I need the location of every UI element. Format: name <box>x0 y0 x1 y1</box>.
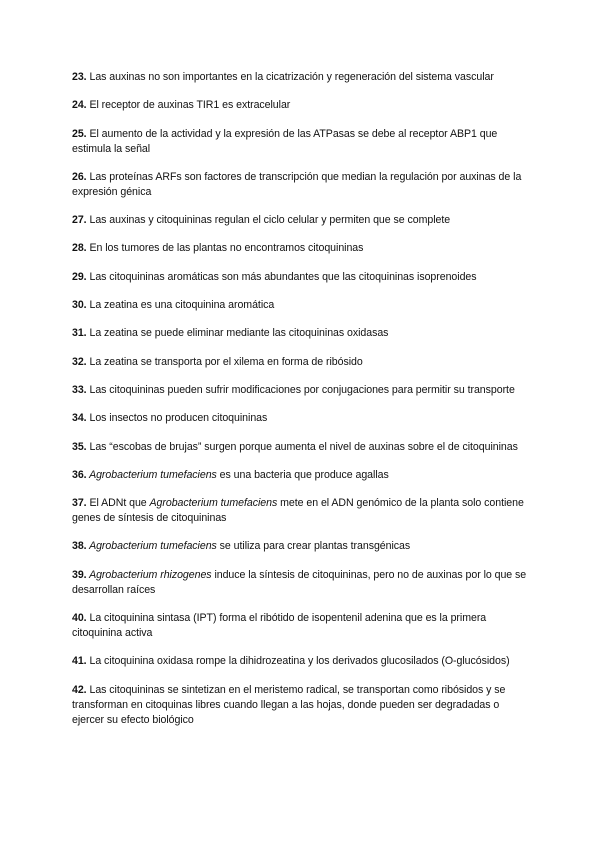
question-number: 29. <box>72 270 87 283</box>
question-text: se utiliza para crear plantas transgénicas <box>216 540 411 553</box>
question-number: 25. <box>72 127 87 140</box>
question-number: 37. <box>72 497 87 510</box>
question-text: En los tumores de las plantas no encontramos citoquininas <box>86 242 364 255</box>
question-text: Las auxinas y citoquininas regulan el ciclo celular y permiten que se complete <box>86 214 451 227</box>
species-name: Agrobacterium tumefaciens <box>86 468 217 481</box>
question-number: 42. <box>72 683 87 696</box>
question-26 <box>72 170 532 200</box>
question-30 <box>72 298 532 313</box>
species-name: Agrobacterium tumefaciens <box>86 540 217 553</box>
question-text: Las citoquininas aromáticas son más abundantes que las citoquininas isoprenoides <box>86 270 477 283</box>
species-name: Agrobacterium rhizogenes <box>86 568 212 581</box>
question-text: La citoquinina oxidasa rompe la dihidrozeatina y los derivados glucosilados (O-glucósidos) <box>86 655 510 668</box>
question-text: La zeatina se puede eliminar mediante las citoquininas oxidasas <box>86 327 389 340</box>
question-text: Los insectos no producen citoquininas <box>86 412 268 425</box>
question-number: 26. <box>72 170 87 183</box>
question-number: 30. <box>72 299 87 312</box>
question-41 <box>72 654 532 669</box>
question-number: 23. <box>72 71 87 83</box>
question-text: Las citoquininas pueden sufrir modificaciones por conjugaciones para permitir su transporte <box>86 383 515 396</box>
document-page <box>72 70 532 741</box>
question-40 <box>72 611 532 641</box>
question-39 <box>72 568 532 598</box>
question-23 <box>72 70 532 85</box>
species-name: Agrobacterium tumefaciens <box>149 497 278 510</box>
question-text: induce la síntesis de citoquininas, pero no de auxinas por lo que se desarrollan raíces <box>72 568 527 596</box>
question-text: La zeatina se transporta por el xilema en forma de ribósido <box>86 355 363 368</box>
question-number: 31. <box>72 327 87 340</box>
question-31 <box>72 326 532 341</box>
question-25 <box>72 127 532 157</box>
question-text-start: El ADNt que <box>86 497 150 510</box>
question-text: Las proteínas ARFs son factores de transcripción que median la regulación por auxinas de la expresión génica <box>72 170 522 198</box>
question-29 <box>72 270 532 285</box>
question-34 <box>72 411 532 426</box>
question-42 <box>72 683 532 728</box>
question-35 <box>72 440 532 455</box>
question-number: 32. <box>72 355 87 368</box>
question-text: El receptor de auxinas TIR1 es extracelular <box>86 99 291 112</box>
question-text: Las auxinas no son importantes en la cicatrización y regeneración del sistema vascular <box>86 71 494 83</box>
question-number: 40. <box>72 612 87 625</box>
question-number: 34. <box>72 412 87 425</box>
question-text: mete en el ADN genómico de la planta solo contiene genes de síntesis de citoquininas <box>72 497 524 525</box>
question-number: 27. <box>72 214 87 227</box>
question-number: 36. <box>72 468 87 481</box>
question-38 <box>72 539 532 554</box>
question-text: Las citoquininas se sintetizan en el meristemo radical, se transportan como ribósidos y se transforman en citoquinas libres cuando llegan a las hojas, donde pueden ser degradadas o ejercer su efecto biológico <box>72 683 506 726</box>
question-text: La citoquinina sintasa (IPT) forma el ribótido de isopentenil adenina que es la primera citoquinina activa <box>72 612 487 640</box>
question-number: 33. <box>72 383 87 396</box>
question-text: La zeatina es una citoquinina aromática <box>86 299 275 312</box>
question-28 <box>72 241 532 256</box>
question-number: 35. <box>72 440 87 453</box>
question-text: El aumento de la actividad y la expresión de las ATPasas se debe al receptor ABP1 que estimula la señal <box>72 127 498 155</box>
question-text: es una bacteria que produce agallas <box>216 468 389 481</box>
question-33 <box>72 383 532 398</box>
question-24 <box>72 98 532 113</box>
question-32 <box>72 355 532 370</box>
question-number: 41. <box>72 655 87 668</box>
question-number: 39. <box>72 568 87 581</box>
question-number: 24. <box>72 99 87 112</box>
question-number: 38. <box>72 540 87 553</box>
question-36 <box>72 468 532 483</box>
question-number: 28. <box>72 242 87 255</box>
question-37 <box>72 496 532 526</box>
question-27 <box>72 213 532 228</box>
question-text: Las “escobas de brujas” surgen porque aumenta el nivel de auxinas sobre el de citoquininas <box>86 440 518 453</box>
